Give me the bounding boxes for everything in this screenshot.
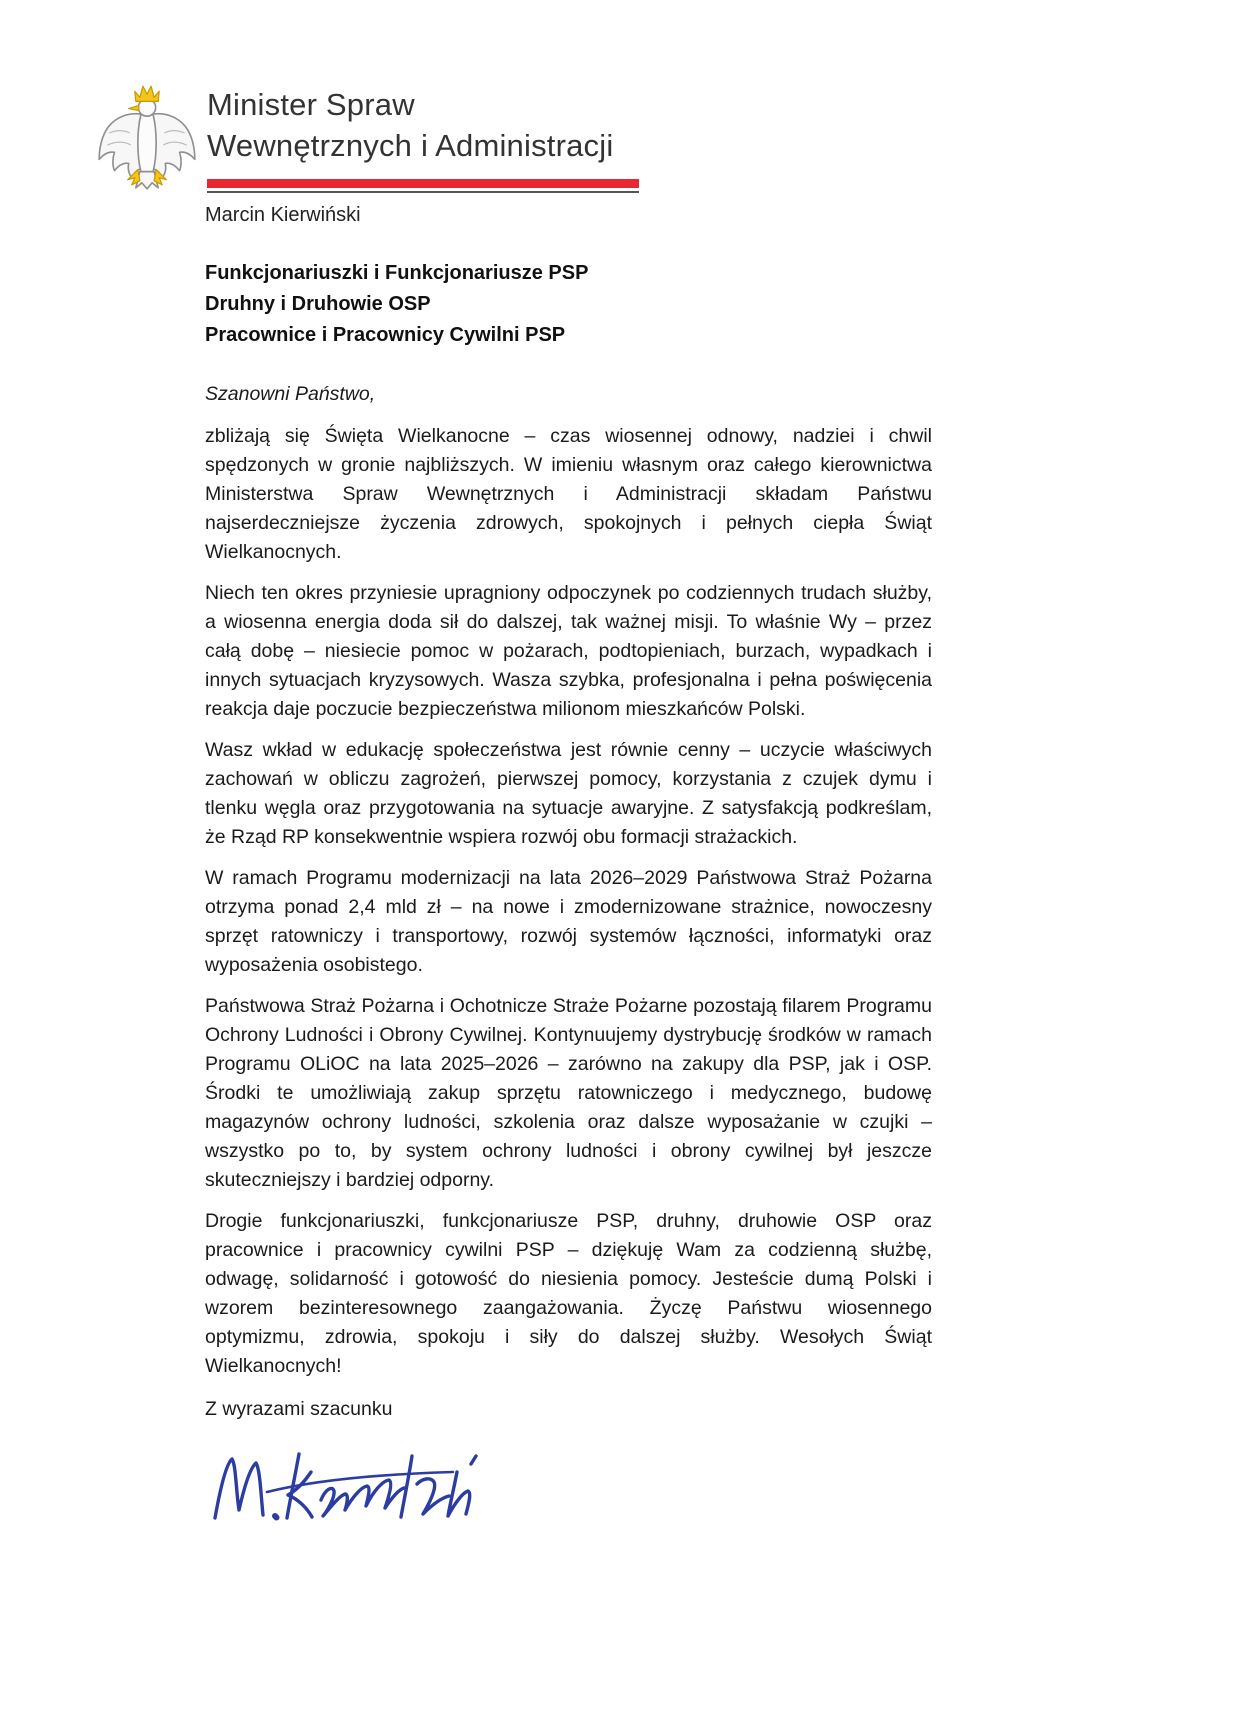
gray-divider: [207, 191, 639, 193]
addressee-line-psp-officers: Funkcjonariuszki i Funkcjonariusze PSP: [205, 262, 589, 284]
polish-eagle-icon: [95, 78, 199, 194]
letter-paragraph: Drogie funkcjonariuszki, funkcjonariusze PSP, druhny, druhowie OSP oraz pracownice i pracownicy cywilni PSP – dziękuję Wam za codzienną służbę, odwagę, solidarność i gotowość do niesienia pomocy. Jesteście dumą Polski i wzorem bezinteresownego zaangażowania. Życzę Państwu wiosennego optymizmu, zdrowia, spokoju i siły do dalszej służby. Wesołych Świąt Wielkanocnych!: [205, 1210, 932, 1377]
ministry-title-line1: Minister Spraw: [207, 87, 415, 122]
ministry-title-line2: Wewnętrznych i Administracji: [207, 128, 614, 163]
letter-paragraph: zbliżają się Święta Wielkanocne – czas wiosennej odnowy, nadziei i chwil spędzonych w gronie najbliższych. W imieniu własnym oraz całego kierownictwa Ministerstwa Spraw Wewnętrznych i Administracji składam Państwu najserdeczniejsze życzenia zdrowych, spokojnych i pełnych ciepła Świąt Wielkanocnych.: [205, 425, 932, 563]
handwritten-signature: [205, 1428, 505, 1540]
salutation: Szanowni Państwo,: [205, 383, 376, 405]
letter-paragraph: Państwowa Straż Pożarna i Ochotnicze Straże Pożarne pozostają filarem Programu Ochrony Ludności i Obrony Cywilnej. Kontynuujemy dystrybucję środków w ramach Programu OLiOC na lata 2025–2026 – zarówno na zakupy dla PSP, jak i OSP. Środki te umożliwiają zakup sprzętu ratowniczego i medycznego, budowę magazynów ochrony ludności, szkolenia oraz dalsze wyposażanie w czujki – wszystko po to, by system ochrony ludności i obrony cywilnej był jeszcze skuteczniejszy i bardziej odporny.: [205, 995, 932, 1191]
ministry-title-block: [207, 78, 639, 193]
closing-line: Z wyrazami szacunku: [205, 1398, 393, 1420]
addressee-line-osp-members: Druhny i Druhowie OSP: [205, 293, 431, 315]
red-divider: [207, 179, 639, 188]
letter-paragraph: Niech ten okres przyniesie upragniony odpoczynek po codziennych trudach służby, a wiosenna energia doda sił do dalszej, tak ważnej misji. To właśnie Wy – przez całą dobę – niesiecie pomoc w pożarach, podtopieniach, burzach, wypadkach i innych sytuacjach kryzysowych. Wasza szybka, profesjonalna i pełna poświęcenia reakcja daje poczucie bezpieczeństwa milionom mieszkańców Polski.: [205, 582, 932, 720]
letter-paragraph: W ramach Programu modernizacji na lata 2026–2029 Państwowa Straż Pożarna otrzyma ponad 2,4 mld zł – na nowe i zmodernizowane strażnice, nowoczesny sprzęt ratowniczy i transportowy, rozwój systemów łączności, informatyki oraz wyposażenia osobistego.: [205, 867, 932, 976]
letterhead: [95, 78, 639, 194]
addressee-block: [205, 258, 932, 351]
coat-of-arms-emblem: [95, 78, 199, 194]
letter-paragraph: Wasz wkład w edukację społeczeństwa jest równie cenny – uczycie właściwych zachowań w obliczu zagrożeń, pierwszej pomocy, korzystania z czujek dymu i tlenku węgla oraz przygotowania na sytuacje awaryjne. Z satysfakcją podkreślam, że Rząd RP konsekwentnie wspiera rozwój obu formacji strażackich.: [205, 739, 932, 848]
signatory-name: Marcin Kierwiński: [205, 204, 361, 226]
addressee-line-civil-workers: Pracownice i Pracownicy Cywilni PSP: [205, 324, 566, 346]
signature-ink-icon: [205, 1428, 505, 1540]
letter-content: [205, 202, 932, 1540]
